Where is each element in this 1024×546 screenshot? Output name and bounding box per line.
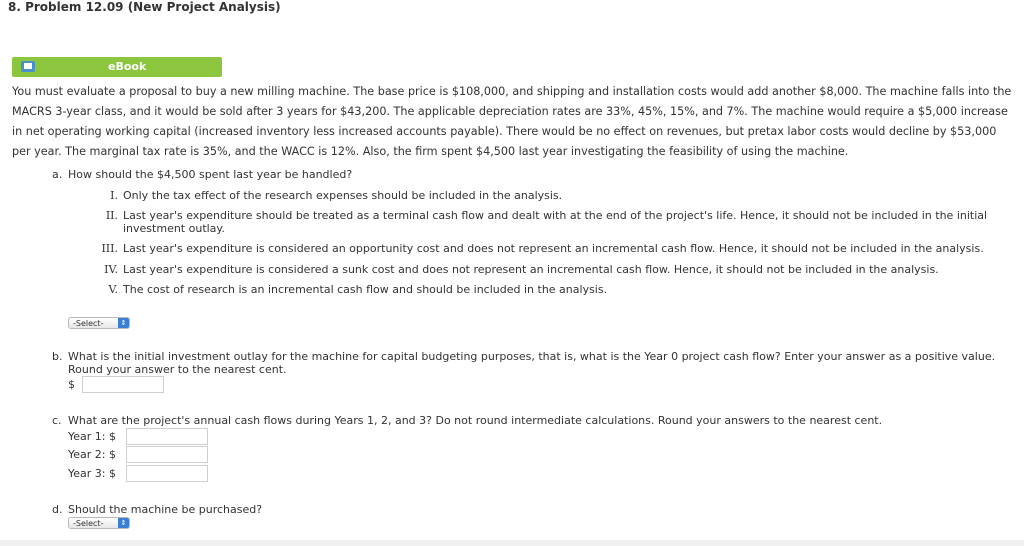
option-text: Last year's expenditure is considered an opportunity cost and does not represent an incremental cash flow. Hence, it should not be included in the analysis. [123, 242, 984, 255]
question-d-select[interactable] [68, 517, 130, 529]
question-d-text: Should the machine be purchased? [68, 503, 263, 516]
question-b-label: b. [52, 350, 63, 363]
select-value: -Select- [73, 319, 104, 328]
question-a-text: How should the $4,500 spent last year be handled? [68, 168, 353, 181]
option-text: Only the tax effect of the research expenses should be included in the analysis. [123, 189, 563, 202]
book-icon [21, 61, 35, 72]
problem-title: 8. Problem 12.09 (New Project Analysis) [8, 0, 281, 14]
option-num: V. [108, 283, 118, 296]
ebook-button[interactable] [12, 57, 222, 77]
question-b-text: What is the initial investment outlay for the machine for capital budgeting purposes, that is, what is the Year 0 project cash flow? Enter your answer as a positive value. [68, 350, 996, 363]
question-d-label: d. [52, 503, 63, 516]
initial-outlay-input[interactable] [82, 376, 164, 393]
year-3-input[interactable] [126, 465, 208, 482]
option-text: The cost of research is an incremental cash flow and should be included in the analysis. [123, 283, 608, 296]
problem-intro: You must evaluate a proposal to buy a new milling machine. The base price is $108,000, and shipping and installation costs would add another $8,000. The machine falls into the MACRS 3-year class, and it would be sold after 3 years for $43,200. The applicable depreciation rates are 33%, 45%, 15%, and 7%. The machine would require a $5,000 increase in net operating working capital (increased inventory less increased accounts payable). There would be no effect on revenues, but pretax labor costs would decline by $53,000 per year. The marginal tax rate is 35%, and the WACC is 12%. Also, the firm spent $4,500 last year investigating the feasibility of using the machine. [12, 85, 1012, 158]
select-arrows-icon: ⇕ [118, 318, 129, 328]
question-a-label: a. [52, 168, 63, 181]
year-2-input[interactable] [126, 446, 208, 463]
year-2-label: Year 2: $ [68, 448, 116, 461]
year-1-label: Year 1: $ [68, 430, 116, 443]
question-b-text-2: Round your answer to the nearest cent. [68, 363, 287, 376]
option-num: II. [105, 209, 118, 222]
option-num: IV. [104, 263, 118, 276]
option-num: III. [101, 242, 118, 255]
question-c-label: c. [52, 414, 62, 427]
select-arrows-icon: ⇕ [118, 518, 129, 528]
currency-symbol: $ [68, 378, 75, 391]
option-num: I. [110, 189, 118, 202]
option-text: Last year's expenditure should be treated as a terminal cash flow and dealt with at the end of the project's life. Hence, it should not be included in the initial investment outlay. [123, 209, 988, 235]
question-c-text: What are the project's annual cash flows during Years 1, 2, and 3? Do not round intermediate calculations. Round your answers to the nearest cent. [68, 414, 883, 427]
bottom-divider [0, 540, 1024, 546]
year-3-label: Year 3: $ [68, 467, 116, 480]
select-value: -Select- [73, 519, 104, 528]
question-a-select[interactable] [68, 317, 130, 329]
year-1-input[interactable] [126, 428, 208, 445]
option-text: Last year's expenditure is considered a sunk cost and does not represent an incremental cash flow. Hence, it should not be included in the analysis. [123, 263, 939, 276]
ebook-label: eBook [108, 60, 147, 73]
